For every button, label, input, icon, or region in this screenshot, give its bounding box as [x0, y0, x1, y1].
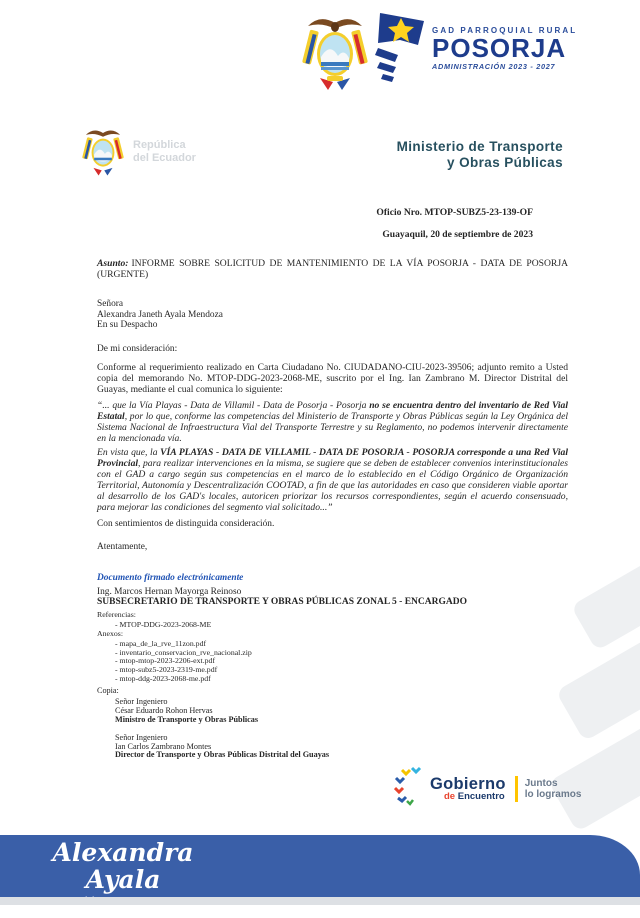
page-bottom-strip	[0, 897, 640, 905]
de-encuentro-wordmark: de Encuentro	[444, 790, 505, 802]
ministry-header-title: Ministerio de Transporte y Obras Públicas	[396, 139, 563, 170]
ecuador-coat-of-arms-icon	[300, 12, 370, 99]
signer-name: Ing. Marcos Hernan Mayorga Reinoso	[97, 587, 242, 597]
annexes-label: Anexos:	[97, 629, 123, 638]
annex-item: - mapa_de_la_rve_11zon.pdf	[115, 638, 207, 648]
administration-period-label: ADMINISTRACIÓN 2023 - 2027	[432, 62, 556, 71]
oficio-number: Oficio Nro. MTOP-SUBZ5-23-139-OF	[376, 207, 533, 218]
subject-line	[97, 259, 568, 281]
oficio-number-block	[376, 207, 533, 240]
copy-section	[97, 687, 329, 760]
recipient-block	[97, 299, 223, 331]
annex-item: - mtop-subz5-2023-2319-me.pdf	[115, 665, 218, 675]
reference-item: - MTOP-DDG-2023-2068-ME	[115, 619, 212, 629]
posorja-shield-icon	[374, 12, 426, 89]
gobierno-arrows-icon	[394, 766, 428, 811]
gad-posorja-header	[300, 12, 578, 99]
ecuador-coat-of-arms-small-icon	[80, 126, 126, 183]
references-section	[97, 611, 211, 630]
copy-label: Copia:	[97, 686, 119, 695]
footer-banner	[0, 835, 640, 918]
signoff-line: Atentamente,	[97, 542, 148, 552]
copy-recipient-2: Señor Ingeniero Ian Carlos Zambrano Montes Director de Transporte y Obras Públicas Distrital del Guayas	[115, 732, 330, 760]
annex-item: - inventario_conservacion_rve_nacional.zip	[115, 647, 252, 657]
republica-del-ecuador-label: República del Ecuador	[133, 139, 196, 164]
gobierno-wordmark: Gobierno	[430, 774, 506, 793]
gad-parroquial-label: GAD PARROQUIAL RURAL	[432, 26, 578, 35]
copy-recipient-1: Señor Ingeniero César Eduardo Rohon Hervas Ministro de Transporte y Obras Públicas	[115, 696, 259, 724]
subject-text: INFORME SOBRE SOLICITUD DE MANTENIMIENTO DE LA VÍA POSORJA - DATA DE POSORJA (URGENTE)	[97, 258, 568, 280]
posorja-logo-name: POSORJA	[432, 33, 567, 63]
subject-label: Asunto:	[97, 258, 129, 269]
quoted-paragraph: “... que la Vía Playas - Data de Villamil - Data de Posorja - Posorja no se encuentra dentro del inventario de Red Vial Estatal, por lo que, conforme las competencias del Ministerio de Transporte y Obras Públicas según la Ley Orgánica del Sistema Nacional de Infraestructura Vial del Transporte Terrestre y su Reglamento, no podemos intervenir directamente en la mencionada vía.	[97, 400, 568, 444]
gobierno-de-encuentro-logo	[394, 766, 581, 811]
annexes-section	[97, 630, 252, 684]
recipient-office: En su Despacho	[97, 320, 158, 331]
body-paragraph-1: Conforme al requerimiento realizado en Carta Ciudadano No. CIUDADANO-CIU-2023-39506; adjunto remito a Usted copia del memorando No. MTOP-DDG-2023-2068-ME, suscrito por el Ing. Ian Zambrano M. Director Distrital del Guayas, mediante el cual comunica lo siguiente:	[97, 362, 568, 395]
gobierno-tagline: Juntos lo logramos	[524, 777, 582, 800]
annex-item: - mtop-ddg-2023-2068-me.pdf	[115, 673, 211, 683]
closing-line: Con sentimientos de distinguida consideración.	[97, 519, 275, 529]
recipient-name: Alexandra Janeth Ayala Mendoza	[97, 309, 223, 320]
watermark-stripe	[571, 541, 640, 651]
signer-title: SUBSECRETARIO DE TRANSPORTE Y OBRAS PÚBLICAS ZONAL 5 - ENCARGADO	[97, 597, 467, 607]
recipient-salutation: Señora	[97, 299, 124, 309]
references-label: Referencias:	[97, 610, 136, 619]
greeting-line: De mi consideración:	[97, 344, 178, 354]
electronic-signature-note: Documento firmado electrónicamente	[97, 573, 244, 583]
body-paragraph-3: En vista que, la VÍA PLAYAS - DATA DE VILLAMIL - DATA DE POSORJA - POSORJA corresponde a una Red Vial Provincial, para realizar intervenciones en la misma, se sugiere que se deben de establecer convenios interinstitucionales con el GAD a cargo según sus competencias en el marco de lo establecido en el Código Orgánico de Organización Territorial, Autonomía y Descentralización COOTAD, a fin de que las autoridades en caso que consideren viable aportar al desarrollo de los GAD's locales, autoricen priorizar los recursos correspondientes, según el acuerdo consensuado, para mejorar las condiciones del segmento vial solicitado...”	[97, 447, 568, 513]
city-and-date: Guayaquil, 20 de septiembre de 2023	[382, 229, 533, 240]
gobierno-divider-bar	[515, 776, 518, 802]
footer-president-name: Alexandra Ayala	[52, 838, 194, 894]
annex-item: - mtop-mtop-2023-2206-ext.pdf	[115, 656, 216, 666]
footer-slogan: ¡Juntos Seguiremos Haciendo Historia!	[62, 911, 184, 918]
